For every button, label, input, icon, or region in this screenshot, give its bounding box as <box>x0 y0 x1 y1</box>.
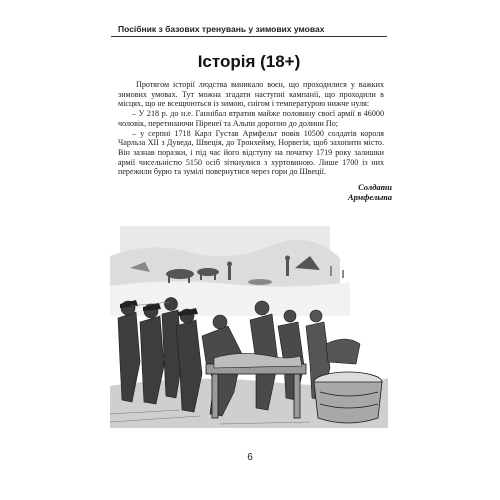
body-text <box>118 80 384 177</box>
armfeldt-soldiers-illustration <box>110 186 388 428</box>
section-title: Історія (18+) <box>197 52 301 71</box>
campaign-item-armfeldt: – у серпні 1718 Карл Густав Армфельт повів 10500 солдатів короля Чарльза XII з Дуведа, Швеція, до Тронхейму, Норвегія, щоб захопити місто. Він зазнав поразки, і під час його відступу на початку 1719 року залишки армії чисельністю 5150 осіб зіткнулися з хуртовиною. Лише 1700 із них пережили бурю та зумілі повернутися через гори до Швеції. <box>118 128 384 177</box>
figure-caption <box>336 183 392 202</box>
running-header: Посібник з базових тренувань у зимових умовах <box>118 24 325 34</box>
header-divider <box>111 36 387 37</box>
caption-line-2: Армфельта <box>347 191 392 202</box>
page-number: 6 <box>247 452 253 463</box>
campaign-item-hannibal: – У 218 р. до н.е. Ганнібал втратив майже половину своєї армії в 46000 чоловік, перетинаючи Піренеї та Альпи дорогою до долини По; <box>118 109 384 128</box>
intro-paragraph: Протягом історії людства виникало воєн, що проходилися у важких зимових умовах. Тут можна згадати наступні кампанії, що проходили в місцях, що не всещюються із зимою, снігом і температурою нижче нуля: <box>118 80 384 109</box>
caption-line-1: Солдати <box>358 182 392 192</box>
